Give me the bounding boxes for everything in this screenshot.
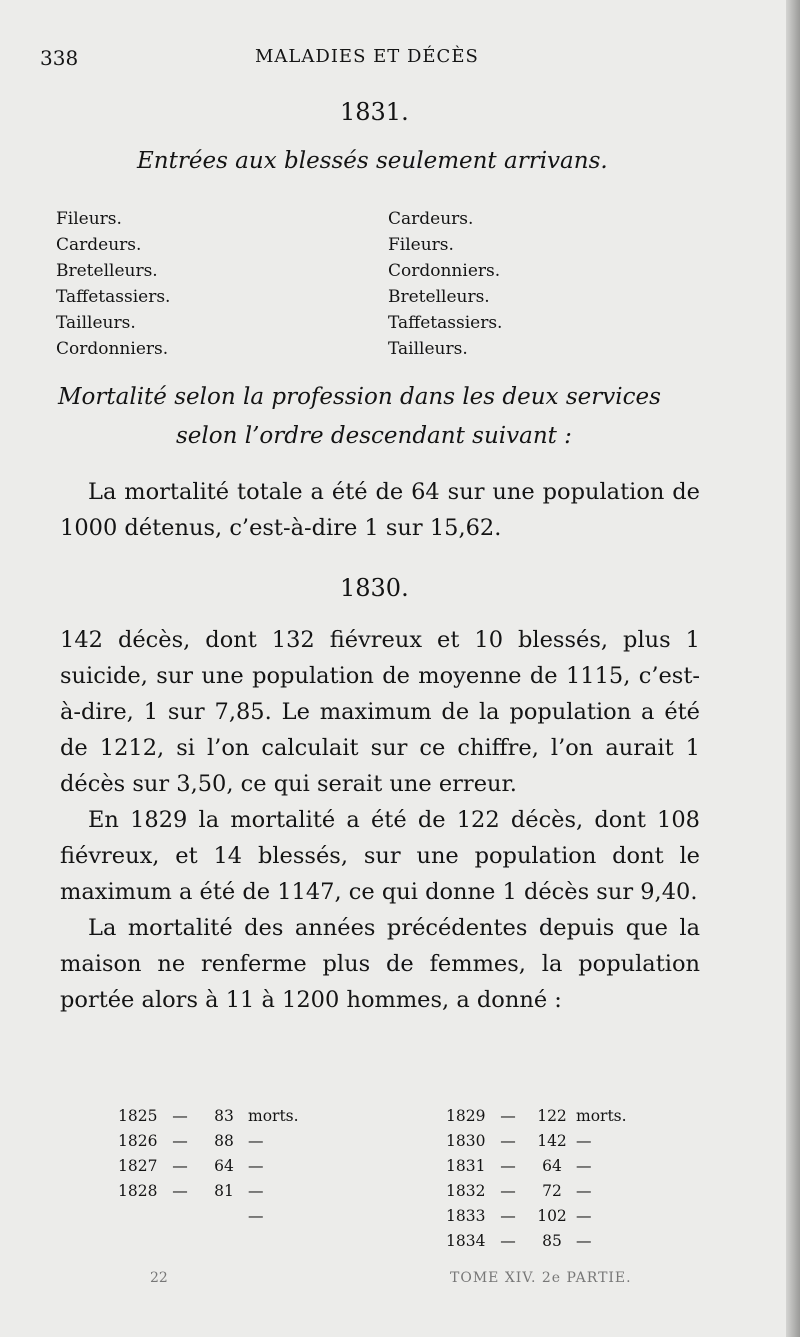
stats-table-left <box>118 1104 304 1229</box>
mortality-heading-line2: selon l’ordre descendant suivant : <box>176 423 572 449</box>
list-item: Tailleurs. <box>56 313 136 333</box>
list-item: Cordonniers. <box>388 261 501 281</box>
table-row: — <box>248 1207 264 1225</box>
subtitle-entries-1831: Entrées aux blessés seulement arrivans. <box>137 148 608 174</box>
list-item: Fileurs. <box>56 209 122 229</box>
paragraph-previous-years: La mortalité des années précédentes depuis que la maison ne renferme plus de femmes, la population portée alors à 11 à 1200 hommes, a donné : <box>60 915 700 1013</box>
profession-list-left <box>56 206 170 362</box>
page-signature: TOME XIV. 2e PARTIE. <box>450 1270 632 1286</box>
table-row: 1832 — 72 — <box>446 1182 592 1200</box>
table-row: 1834 — 85 — <box>446 1232 592 1250</box>
profession-list-right <box>388 206 502 362</box>
page-header <box>40 46 700 76</box>
list-item: Taffetassiers. <box>388 313 503 333</box>
paragraph-1829: En 1829 la mortalité a été de 122 décès, dont 108 fiévreux, et 14 blessés, sur une population dont le maximum a été de 1147, ce qui donne 1 décès sur 9,40. <box>60 807 700 905</box>
table-row: 1826 — 88 — <box>118 1132 264 1150</box>
stats-table-right <box>446 1104 632 1254</box>
mortality-heading-line1: Mortalité selon la profession dans les deux services <box>58 384 661 410</box>
list-item: Cordonniers. <box>56 339 169 359</box>
paragraphs-mortality <box>60 622 700 1018</box>
list-item: Cardeurs. <box>56 235 142 255</box>
signature-number: 22 <box>150 1270 168 1286</box>
table-row: 1831 — 64 — <box>446 1157 592 1175</box>
table-row: 1827 — 64 — <box>118 1157 264 1175</box>
list-item: Bretelleurs. <box>388 287 490 307</box>
paragraph-1830: 142 décès, dont 132 fiévreux et 10 blessés, plus 1 suicide, sur une population de moyenne de 1115, c’est-à-dire, 1 sur 7,85. Le maximum de la population a été de 1212, si l’on calculait sur ce chiffre, l’on aurait 1 décès sur 3,50, ce qui serait une erreur. <box>60 627 700 797</box>
page-number: 338 <box>40 46 79 70</box>
table-row: 1828 — 81 — <box>118 1182 264 1200</box>
list-item: Bretelleurs. <box>56 261 158 281</box>
table-row: 1830 — 142 — <box>446 1132 592 1150</box>
table-row: 1825 — 83 morts. <box>118 1107 299 1125</box>
table-row: 1829 — 122 morts. <box>446 1107 627 1125</box>
list-item: Taffetassiers. <box>56 287 171 307</box>
running-title: MALADIES ET DÉCÈS <box>255 46 479 67</box>
list-item: Tailleurs. <box>388 339 468 359</box>
year-heading-1831: 1831. <box>340 98 409 126</box>
list-item: Cardeurs. <box>388 209 474 229</box>
list-item: Fileurs. <box>388 235 454 255</box>
table-row: 1833 — 102 — <box>446 1207 592 1225</box>
paragraph-total-mortality: La mortalité totale a été de 64 sur une population de 1000 détenus, c’est-à-dire 1 sur 15,62. <box>60 479 700 541</box>
year-heading-1830: 1830. <box>340 574 409 602</box>
